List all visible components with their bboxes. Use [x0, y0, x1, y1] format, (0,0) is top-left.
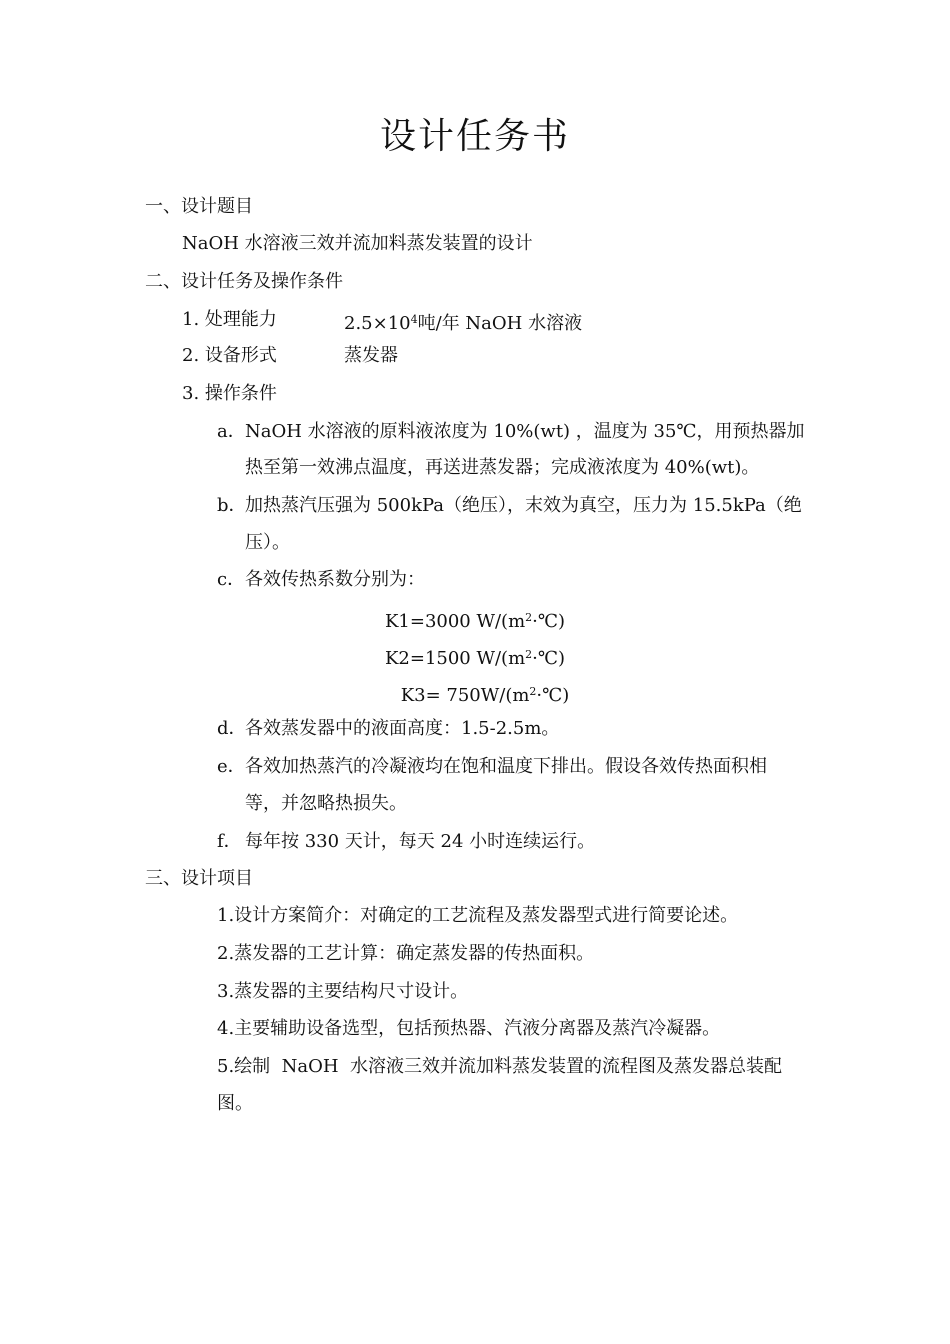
design-item-1: 1.设计方案简介：对确定的工艺流程及蒸发器型式进行简要论述。 [217, 905, 739, 926]
condition-e-marker: e． [217, 756, 246, 777]
condition-f-line1: 每年按 330 天计，每天 24 小时连续运行。 [245, 831, 596, 852]
condition-d-marker: d． [217, 718, 247, 739]
design-item-2: 2.蒸发器的工艺计算：确定蒸发器的传热面积。 [217, 943, 595, 964]
condition-b-line2: 压）。 [245, 532, 290, 553]
condition-c-line1: 各效传热系数分别为： [245, 569, 425, 590]
condition-a-line1: NaOH 水溶液的原料液浓度为 10%(wt) ，温度为 35℃，用预热器加 [245, 421, 805, 442]
design-item-5-line2: 图。 [217, 1093, 253, 1114]
formula-k2: K2=1500 $W/(m^2\cdot℃)$ [384, 648, 566, 669]
page-title: 设计任务书 [379, 116, 570, 157]
condition-d-line1: 各效蒸发器中的液面高度：1.5-2.5m。 [245, 718, 560, 739]
design-item-5-line1: 5.绘制 NaOH 水溶液三效并流加料蒸发装置的流程图及蒸发器总装配 [217, 1056, 782, 1077]
condition-a-line2: 热至第一效沸点温度，再送进蒸发器；完成液浓度为 40%(wt)。 [245, 457, 760, 478]
capacity-value: $2.5\times 10^4$吨/年 NaOH 水溶液 [344, 313, 583, 334]
operating-conditions-label: 3. 操作条件 [182, 383, 277, 404]
section-heading-topic: 一、设计题目 [145, 196, 253, 217]
equipment-label: 2. 设备形式 [182, 345, 277, 366]
condition-e-line2: 等，并忽略热损失。 [245, 793, 407, 814]
section-heading-task: 二、设计任务及操作条件 [145, 271, 343, 292]
capacity-label: 1. 处理能力 [182, 309, 277, 330]
condition-e-line1: 各效加热蒸汽的冷凝液均在饱和温度下排出。假设各效传热面积相 [245, 756, 767, 777]
condition-c-marker: c． [217, 569, 246, 590]
condition-a-marker: a． [217, 421, 246, 442]
condition-f-marker: f． [217, 831, 242, 852]
condition-b-line1: 加热蒸汽压强为 500kPa（绝压），末效为真空，压力为 15.5kPa（绝 [245, 495, 802, 516]
design-item-3: 3.蒸发器的主要结构尺寸设计。 [217, 981, 469, 1002]
design-topic: NaOH 水溶液三效并流加料蒸发装置的设计 [182, 233, 533, 254]
condition-b-marker: b． [217, 495, 247, 516]
equipment-value: 蒸发器 [344, 345, 398, 366]
formula-k1: K1=3000 $W/(m^2\cdot℃)$ [384, 611, 566, 632]
design-item-4: 4.主要辅助设备选型，包括预热器、汽液分离器及蒸汽冷凝器。 [217, 1018, 721, 1039]
formula-k3: $K3= 750W/(m^2\cdot℃)$ [400, 685, 570, 706]
section-heading-items: 三、设计项目 [145, 868, 253, 889]
